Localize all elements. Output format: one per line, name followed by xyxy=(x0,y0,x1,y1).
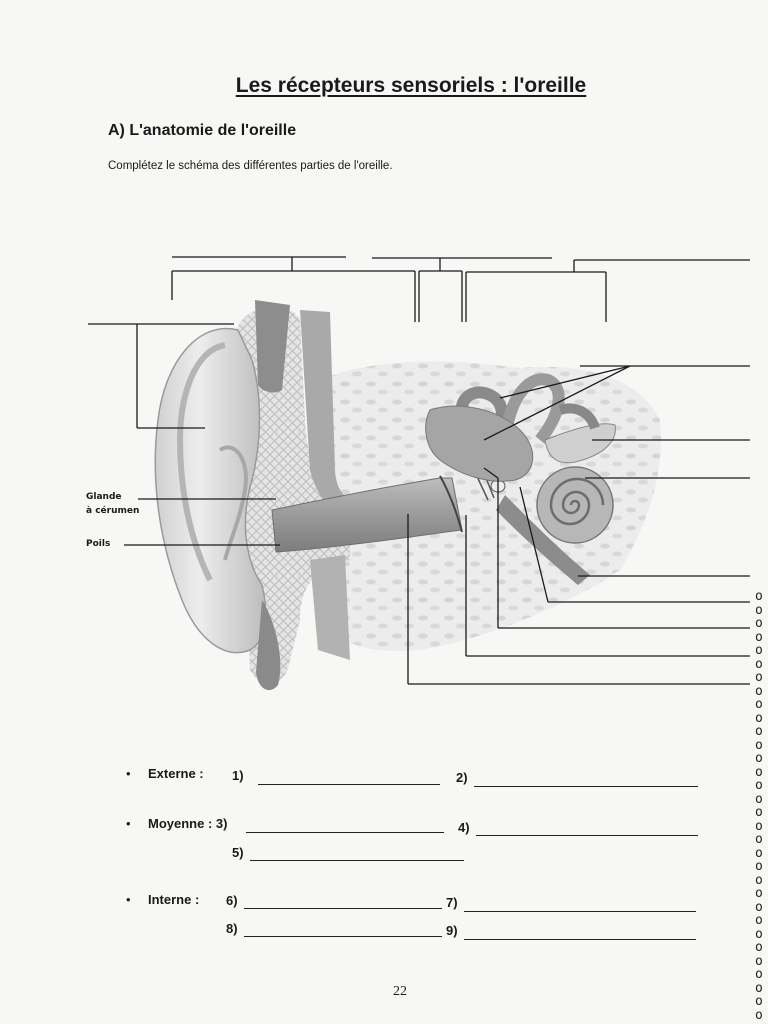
answer-number-1: 1) xyxy=(232,768,244,783)
section-title: A) L'anatomie de l'oreille xyxy=(108,122,297,139)
answer-blank-3[interactable] xyxy=(246,832,444,833)
answer-blank-1[interactable] xyxy=(258,784,440,785)
answer-number-4: 4) xyxy=(458,820,470,835)
bullet-moyenne: • xyxy=(126,816,131,831)
answer-blank-2[interactable] xyxy=(474,786,698,787)
answer-blank-5[interactable] xyxy=(250,860,464,861)
lower-skin-band xyxy=(310,555,350,660)
answer-number-8: 8) xyxy=(226,921,238,936)
page-title: Les récepteurs sensoriels : l'oreille xyxy=(235,74,587,97)
label-cerumen: à cérumen xyxy=(86,506,140,516)
auricle xyxy=(155,328,265,652)
instruction-text: Complétez le schéma des différentes parties de l'oreille. xyxy=(108,160,393,172)
label-glande: Glande xyxy=(86,492,122,502)
bullet-interne: • xyxy=(126,892,131,907)
bullet-externe: • xyxy=(126,766,131,781)
page-number: 22 xyxy=(393,984,407,999)
binding-spiral: o o o o o o o o o o o o o o o o o o o o o o o o o o o o o o o o xyxy=(755,590,763,1023)
answer-blank-6[interactable] xyxy=(244,908,442,909)
answer-blank-8[interactable] xyxy=(244,936,442,937)
answer-number-6: 6) xyxy=(226,893,238,908)
label-interne: Interne : xyxy=(148,892,200,907)
answer-blank-7[interactable] xyxy=(464,911,696,912)
label-moyenne: Moyenne : 3) xyxy=(148,816,228,831)
label-externe: Externe : xyxy=(148,766,204,781)
answer-blank-9[interactable] xyxy=(464,939,696,940)
answer-number-2: 2) xyxy=(456,770,468,785)
answer-number-5: 5) xyxy=(232,845,244,860)
answer-blank-4[interactable] xyxy=(476,835,698,836)
answer-number-7: 7) xyxy=(446,895,458,910)
label-poils: Poils xyxy=(86,539,111,549)
answer-number-9: 9) xyxy=(446,923,458,938)
